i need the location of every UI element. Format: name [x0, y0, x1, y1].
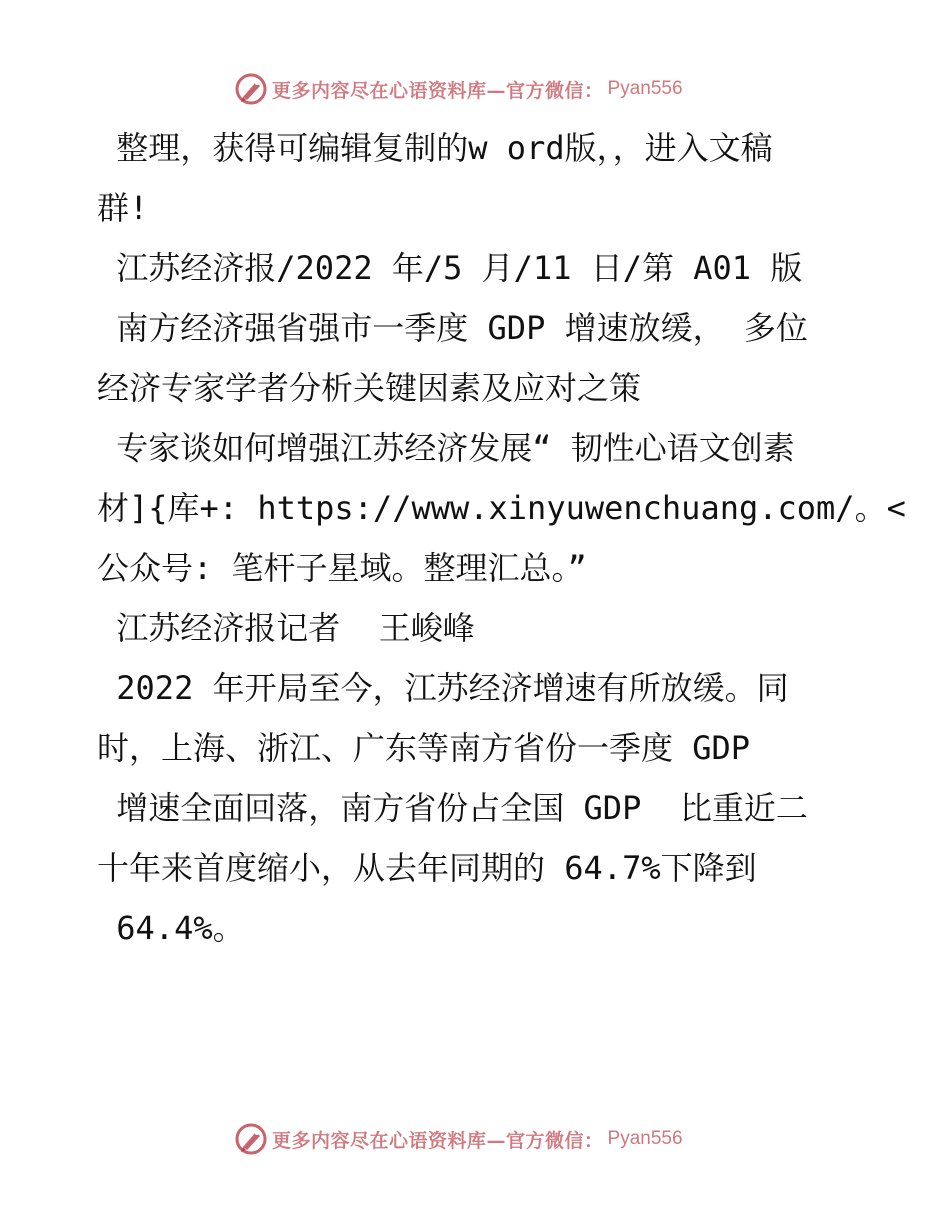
watermark-text: 更多内容尽在心语资料库—官方微信：: [272, 1129, 604, 1152]
watermark-wechat-id: Pyan556: [607, 1128, 683, 1149]
text-line: 材]{库+: https://www.xinyuwenchuang.com/。<: [97, 489, 906, 527]
text-line: 公众号: 笔杆子星域。整理汇总。”: [97, 549, 587, 587]
header-watermark: [234, 72, 683, 106]
text-line: 64.4%。: [97, 909, 245, 947]
watermark-wechat-id: Pyan556: [607, 78, 683, 99]
text-line: 整理，获得可编辑复制的w ord版，，进入文稿: [97, 129, 773, 167]
text-line: 经济专家学者分析关键因素及应对之策: [97, 369, 642, 407]
text-line: 时，上海、浙江、广东等南方省份一季度 GDP: [97, 729, 751, 767]
text-line: 江苏经济报记者 王峻峰: [97, 609, 475, 647]
pen-logo-icon: [234, 1122, 268, 1156]
text-line: 2022 年开局至今，江苏经济增速有所放缓。同: [97, 669, 789, 707]
watermark-text: 更多内容尽在心语资料库—官方微信：: [272, 79, 604, 102]
pen-logo-icon: [234, 72, 268, 106]
text-line: 南方经济强省强市一季度 GDP 增速放缓， 多位: [97, 309, 808, 347]
text-line: 江苏经济报/2022 年/5 月/11 日/第 A01 版: [97, 249, 803, 287]
document-body: [97, 118, 906, 958]
text-line: 增速全面回落，南方省份占全国 GDP 比重近二: [97, 789, 808, 827]
text-line: 专家谈如何增强江苏经济发展“ 韧性心语文创素: [97, 429, 795, 467]
text-line: 群!: [97, 189, 149, 227]
footer-watermark: [234, 1122, 683, 1156]
text-line: 十年来首度缩小，从去年同期的 64.7%下降到: [97, 849, 757, 887]
